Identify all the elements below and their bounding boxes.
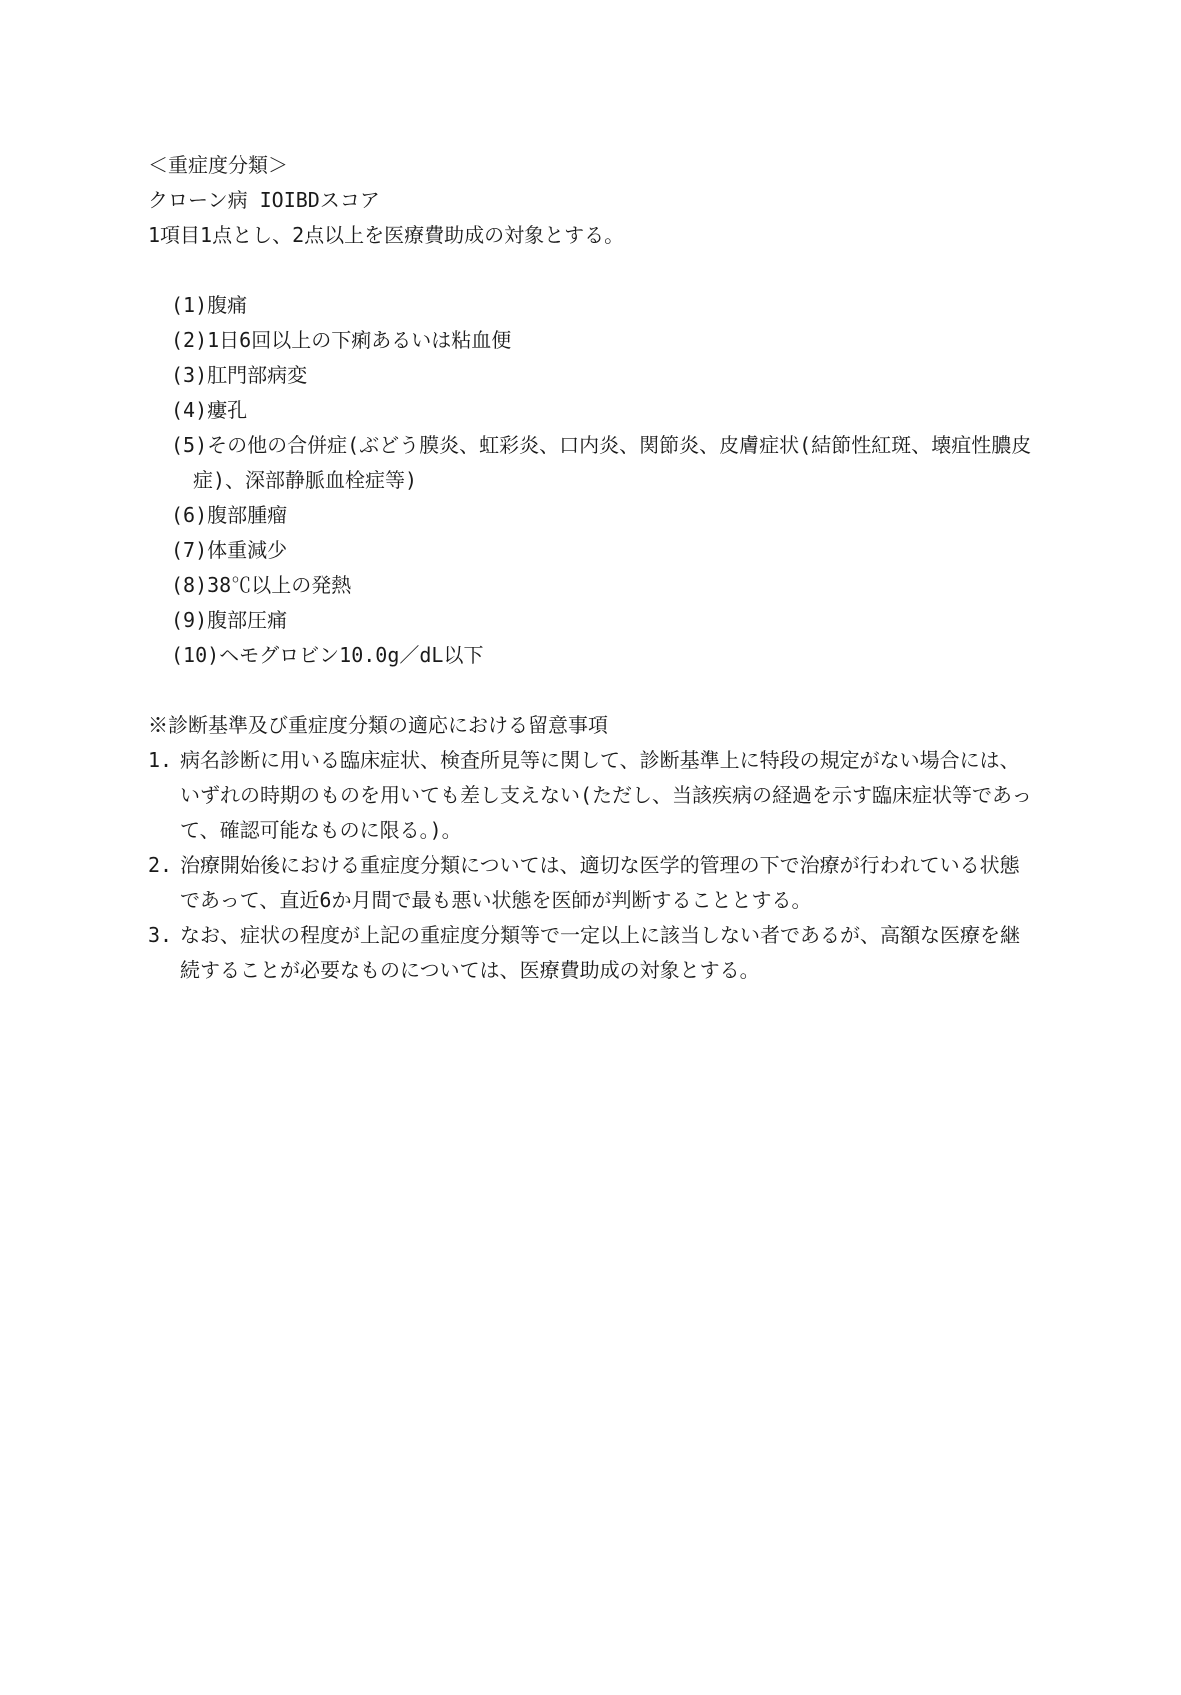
note-number: 2. [148,853,173,877]
score-item: (6)腹部腫瘤 [171,503,288,527]
score-item: (5)その他の合併症(ぶどう膜炎、虹彩炎、口内炎、関節炎、皮膚症状(結節性紅斑、壊疽性膿皮症)、深部静脈血栓症等) [171,433,1032,492]
spacer [148,253,1038,288]
note-number: 3. [148,923,173,947]
score-item: (10)ヘモグロビン10.0g／dL以下 [171,643,484,667]
score-item: (8)38℃以上の発熱 [171,573,352,597]
note-text: 病名診断に用いる臨床症状、検査所見等に関して、診断基準上に特段の規定がない場合には、いずれの時期のものを用いても差し支えない(ただし、当該疾病の経過を示す臨床症状等であって、確認可能なものに限る。)。 [180,748,1032,842]
spacer [148,673,1038,708]
score-item: (4)瘻孔 [171,398,248,422]
note-number: 1. [148,748,173,772]
note-text: 治療開始後における重症度分類については、適切な医学的管理の下で治療が行われている状態であって、直近6か月間で最も悪い状態を医師が判断することとする。 [180,853,1020,912]
score-item: (7)体重減少 [171,538,288,562]
score-item: (3)肛門部病変 [171,363,308,387]
score-item: (9)腹部圧痛 [171,608,288,632]
score-name: クローン病 IOIBDスコア [148,188,380,212]
notes-title: ※診断基準及び重症度分類の適応における留意事項 [148,713,608,737]
section-heading: ＜重症度分類＞ [148,153,288,177]
note-item [148,918,1038,988]
note-item [148,743,1038,848]
notes-list [148,743,1038,988]
score-item-list [148,288,1038,673]
document-page [148,148,1038,988]
scoring-rule: 1項目1点とし、2点以上を医療費助成の対象とする。 [148,223,625,247]
note-text: なお、症状の程度が上記の重症度分類等で一定以上に該当しない者であるが、高額な医療を継続することが必要なものについては、医療費助成の対象とする。 [180,923,1020,982]
score-item: (2)1日6回以上の下痢あるいは粘血便 [171,328,512,352]
note-item [148,848,1038,918]
score-item: (1)腹痛 [171,293,248,317]
